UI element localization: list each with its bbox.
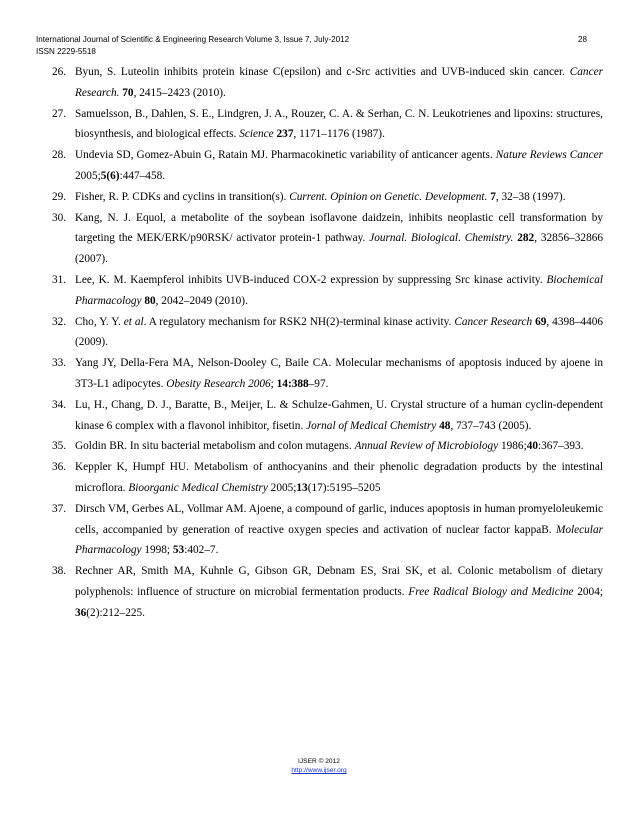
reference-volume: 13 <box>296 481 308 494</box>
reference-item <box>52 499 603 561</box>
journal-url-link[interactable]: http://www.ijser.org <box>291 767 347 774</box>
reference-item <box>52 145 603 187</box>
reference-text <box>75 274 603 307</box>
reference-segment: ; <box>270 377 277 390</box>
reference-segment: Byun, S. Luteolin inhibits protein kinase C(epsilon) and c-Src activities and UVB-induced skin cancer. <box>75 66 570 78</box>
reference-text <box>75 357 603 390</box>
reference-segment: , 2415–2423 (2010). <box>133 86 226 99</box>
reference-item <box>52 395 603 437</box>
reference-source: Nature Reviews Cancer <box>495 149 603 162</box>
reference-item <box>52 208 603 270</box>
reference-volume: 5(6) <box>100 169 120 182</box>
header-row <box>36 34 602 46</box>
page-header <box>36 34 602 58</box>
reference-segment: :367–393. <box>538 440 584 453</box>
reference-text <box>75 399 603 432</box>
reference-item <box>52 62 603 104</box>
reference-segment: Kang, N. J. Equol, a metabolite of the soybean isoflavone daidzein, inhibits neoplastic cell transformation by targeting the MEK/ERK/p90RSK/ activator protein-1 pathway. <box>75 211 603 245</box>
reference-item <box>52 104 603 146</box>
reference-segment: Samuelsson, B., Dahlen, S. E., Lindgren, J. A., Rouzer, C. A. & Serhan, C. N. Leukotrienes and lipoxins: structures, biosynthesis, and biological effects. <box>75 107 603 141</box>
reference-volume: 80 <box>144 294 156 307</box>
reference-item <box>52 312 603 354</box>
reference-segment: Rechner AR, Smith MA, Kuhnle G, Gibson GR, Debnam ES, Srai SK, et al. Colonic metabolism of dietary polyphenols: influence of structure on microbial fermentation products. <box>75 565 603 598</box>
reference-source: Current. Opinion on Genetic. Development. <box>289 190 488 203</box>
reference-volume: 69 <box>535 315 547 328</box>
reference-source: Free Radical Biology and Medicine <box>408 585 574 598</box>
reference-item <box>52 457 603 499</box>
reference-segment: Lee, K. M. Kaempferol inhibits UVB-induced COX-2 expression by suppressing Src kinase activity. <box>75 273 547 286</box>
reference-segment: Yang JY, Della-Fera MA, Nelson-Dooley C, Baile CA. Molecular mechanisms of apoptosis induced by ajoene in 3T3-L1 adipocytes. <box>75 357 603 390</box>
reference-source: Cancer Research. <box>75 66 603 99</box>
reference-segment: 2004; <box>573 585 603 598</box>
reference-volume: 7 <box>490 190 496 203</box>
reference-segment: 2005; <box>267 481 297 494</box>
reference-segment: , 4398–4406 (2009). <box>75 315 604 349</box>
reference-item <box>52 187 603 208</box>
reference-segment: :402–7. <box>184 544 219 557</box>
reference-number: 27. <box>52 107 67 120</box>
reference-source: Bioorganic Medical Chemistry <box>128 481 268 494</box>
reference-number: 26. <box>52 66 67 78</box>
reference-source: Biochemical Pharmacology <box>75 273 603 307</box>
reference-text <box>75 440 584 452</box>
reference-segment: 1998; <box>141 544 173 557</box>
issn: ISSN 2229-5518 <box>36 47 96 56</box>
reference-text <box>75 66 603 99</box>
reference-segment: Lu, H., Chang, D. J., Baratte, B., Meijer, L. & Schulze-Gahmen, U. Crystal structure of a human cyclin-dependent kinase 6 complex with a flavonol inhibitor, fisetin. <box>75 398 603 432</box>
reference-segment: Dirsch VM, Gerbes AL, Vollmar AM. Ajoene, a compound of garlic, induces apoptosis in human promyeloleukemic cells, accompanied by generation of reactive oxygen species and activation of nuclear factor kappaB. <box>75 502 603 536</box>
reference-segment: Cho, Y. Y. <box>75 315 124 328</box>
reference-segment: , 32856–32866 (2007). <box>75 232 604 266</box>
reference-number: 38. <box>52 565 67 578</box>
reference-segment: , 737–743 (2005). <box>450 419 532 432</box>
reference-item <box>52 436 603 457</box>
reference-text <box>75 461 603 494</box>
reference-text <box>75 191 566 203</box>
reference-segment: , 32–38 (1997). <box>495 190 566 203</box>
reference-source: Cancer Research <box>454 315 533 328</box>
reference-source: Molecular Pharmacology <box>75 523 603 557</box>
copyright: IJSER © 2012 <box>298 758 340 765</box>
reference-source: Jornal of Medical Chemistry <box>306 419 437 432</box>
reference-segment: :447–458. <box>119 169 166 182</box>
reference-number: 30. <box>52 211 67 224</box>
reference-segment: , 2042–2049 (2010). <box>155 294 248 307</box>
reference-number: 35. <box>52 440 67 453</box>
reference-list <box>52 62 603 624</box>
reference-segment: 1986; <box>498 440 527 453</box>
reference-segment: Keppler K, Humpf HU. Metabolism of anthocyanins and their phenolic degradation products by the intestinal microflora. <box>75 461 603 494</box>
reference-number: 33. <box>52 357 67 370</box>
reference-text <box>75 565 603 619</box>
journal-line: International Journal of Scientific & Engineering Research Volume 3, Issue 7, July-2012 <box>36 35 350 44</box>
reference-text <box>75 108 603 141</box>
reference-text <box>75 316 603 349</box>
reference-segment: Fisher, R. P. CDKs and cyclins in transition(s). <box>75 190 290 203</box>
reference-source: et al <box>123 315 144 328</box>
reference-text <box>75 503 603 557</box>
reference-segment: , 1171–1176 (1987). <box>293 128 385 141</box>
reference-segment: (2):212–225. <box>86 606 145 619</box>
reference-number: 37. <box>52 502 67 515</box>
page-number: 28 <box>577 35 587 44</box>
reference-volume: 40 <box>526 440 539 453</box>
reference-number: 28. <box>52 149 67 162</box>
reference-number: 32. <box>52 315 67 328</box>
reference-segment: (17):5195–5205 <box>307 481 381 494</box>
reference-item <box>52 353 603 395</box>
reference-segment: –97. <box>308 377 329 390</box>
reference-text <box>75 149 603 182</box>
reference-segment: . A regulatory mechanism for RSK2 NH(2)-terminal kinase activity. <box>143 315 455 328</box>
reference-number: 29. <box>52 190 67 203</box>
page-footer <box>0 757 638 775</box>
reference-segment: Goldin BR. In situ bacterial metabolism and colon mutagens. <box>75 440 355 453</box>
reference-segment: Undevia SD, Gomez-Abuin G, Ratain MJ. Pharmacokinetic variability of anticancer agents. <box>75 149 496 162</box>
reference-segment: 2005; <box>75 169 101 182</box>
reference-number: 31. <box>52 273 67 286</box>
reference-number: 36. <box>52 461 67 474</box>
reference-source: Annual Review of Microbiology <box>354 440 499 453</box>
reference-item <box>52 561 603 623</box>
reference-item <box>52 270 603 312</box>
reference-volume: 237 <box>276 128 294 141</box>
reference-volume: 14:388 <box>276 377 309 390</box>
reference-volume: 282 <box>517 232 535 245</box>
reference-volume: 70 <box>122 86 134 99</box>
reference-volume: 48 <box>439 419 451 432</box>
reference-source: Obesity Research 2006 <box>166 377 271 390</box>
reference-source: Journal. Biological. Chemistry. <box>369 232 514 245</box>
reference-volume: 53 <box>172 544 185 557</box>
reference-source: Science <box>239 128 274 141</box>
reference-volume: 36 <box>75 606 87 619</box>
reference-text <box>75 212 603 266</box>
reference-number: 34. <box>52 398 67 411</box>
